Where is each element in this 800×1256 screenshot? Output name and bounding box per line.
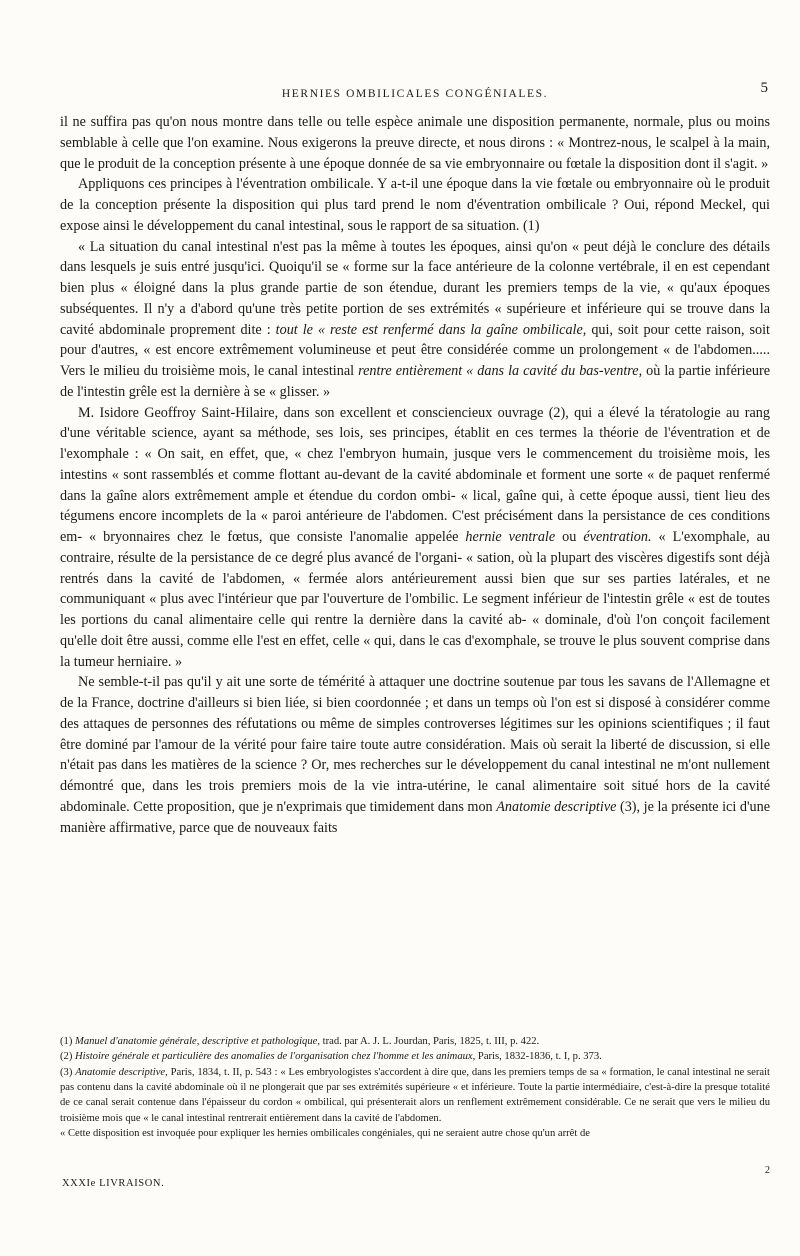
footnote-1: (1) Manuel d'anatomie générale, descriptive et pathologique, trad. par A. J. L. Jourdan, Paris, 1825, t. III, p. 422. (60, 1036, 540, 1047)
livraison-signature: XXXIe LIVRAISON. (62, 1178, 165, 1189)
paragraph-1: il ne suffira pas qu'on nous montre dans telle ou telle espèce animale une disposition permanente, normale, plus ou moins semblable à celle que l'on examine. Nous exigerons la preuve directe, et nous dirons : « Montrez-nous, le scalpel à la main, que le produit de la conception présente à une époque donnée de sa vie embryonnaire ou fœtale la disposition dont il s'agit. » (60, 114, 770, 172)
paragraph-2: Appliquons ces principes à l'éventration ombilicale. Y a-t-il une époque dans la vie fœtale ou embryonnaire où le produit de la conception présente la disposition qui plus tard prend le nom d'éventration ombilicale ? Oui, répond Meckel, qui expose ainsi le développement du canal intestinal, sous le rapport de sa situation. (1) (60, 176, 770, 234)
footnote-2: (2) Histoire générale et particulière des anomalies de l'organisation chez l'homme et les animaux, Paris, 1832-1836, t. I, p. 373. (60, 1051, 602, 1063)
emphasis-text: rentre entièrement « dans la cavité du bas-ventre (358, 363, 639, 379)
footnotes (60, 1034, 770, 1141)
footnote-3-continued: « Cette disposition est invoquée pour expliquer les hernies ombilicales congéniales, qui ne seraient autre chose qu'un arrêt de (60, 1128, 590, 1140)
footnote-3: (3) Anatomie descriptive, Paris, 1834, t. II, p. 543 : « Les embryologistes s'accordent à dire que, dans les premiers temps de sa « formation, le canal intestinal ne serait pas contenu dans la cavité abdominale où il ne plongerait que par ses extrémités supérieure « et inférieure. Toute la partie intermédiaire, c'est-à-dire la presque totalité de ce canal serait contenue dans l'épaisseur du cordon « ombilical, qui présenterait alors un renflement extrêmement considérable. Ce ne serait que vers le milieu du troisième mois que « le canal intestinal rentrerait entièrement dans la cavité de l'abdomen. (60, 1066, 770, 1124)
running-head: HERNIES OMBILICALES CONGÉNIALES. (281, 88, 549, 100)
page-number: 5 (760, 80, 768, 96)
paragraph-5: Ne semble-t-il pas qu'il y ait une sorte de témérité à attaquer une doctrine soutenue par tous les savans de l'Allemagne et de la France, doctrine d'ailleurs si bien liée, si bien coordonnée ; et dans un temps où l'on est si disposé à considérer comme des attaques de personnes des réfutations ou même de simples controverses légitimes sur les opinions scientifiques ; il faut être dominé par l'amour de la vérité pour faire taire toute autre considération. Mais où serait la liberté de discussion, si elle n'était pas dans les matières de la science ? Or, mes recherches sur le développement du canal intestinal ne m'ont nullement démontré que, dans les trois premiers mois de la vie intra-utérine, le canal alimentaire soit situé hors de la cavité abdominale. Cette proposition, que je n'exprimais que timidement dans mon Anatomie descriptive (3), je la présente ici d'une manière affirmative, parce que de nouveaux faits (60, 674, 770, 836)
emphasis-text: hernie ventrale (465, 529, 556, 545)
main-text (60, 112, 770, 838)
paragraph-geoffroy-quote: M. Isidore Geoffroy Saint-Hilaire, dans son excellent et consciencieux ouvrage (2), qui a élevé la tératologie au rang d'une véritable science, ayant sa méthode, ses lois, ses principes, établit en ces termes la théorie de l'éventration et de l'exomphale : « On sait, en effet, que, « chez l'embryon humain, jusque vers le commencement du troisième mois, les intestins « sont rassemblés et comme flottant au-devant de la cavité abdominale et forment une sorte « de paquet renfermé dans la gaîne alors extrêmement ample et étendue du cordon ombi- « lical, gaîne qui, à cette époque aussi, tient lieu des tégumens encore incomplets de la « paroi antérieure de l'abdomen. C'est précisément dans la persistance de ces conditions em- « bryonnaires chez le fœtus, que consiste l'anomalie appelée hernie ventrale ou éventration. « L'exomphale, au contraire, résulte de la persistance de ce degré plus avancé de l'organi- « sation, où la plupart des viscères digestifs sont déjà rentrés dans la cavité de l'abdomen, « fermée alors antérieurement aussi bien que sur ses parties latérales, et ne communiquant « plus avec l'intérieur que par l'ouverture de l'ombilic. Le segment inférieur de l'intestin grêle « est de toutes les portions du canal alimentaire celle qui rentre la dernière dans la cavité ab- « dominale, d'où l'on conçoit facilement qu'elle doit être aussi, comme elle l'est en effet, celle « qui, dans le cas d'exomphale, se trouve le plus souvent comprise dans la tumeur herniaire. » (60, 404, 771, 670)
emphasis-text: Anatomie descriptive (496, 798, 617, 815)
emphasis-text: éventration. (583, 529, 652, 545)
paragraph-meckel-quote: « La situation du canal intestinal n'est pas la même à toutes les époques, ainsi qu'on « peut déjà le conclure des détails dans lesquels je suis entré jusqu'ici. Quoiqu'il se « forme sur la face antérieure de la colonne vertébrale, il en est cependant bien plus « éloigné dans la plus grande partie de son étendue, durant les premiers temps de la vie, « qu'aux époques subséquentes. Il n'y a d'abord qu'une très petite portion de ses extrémités « supérieure et inférieure qui se trouve dans la cavité abdominale proprement dite : tout le « reste est renfermé dans la gaîne ombilicale, qui, soit pour cette raison, soit pour d'autres, « est encore extrêmement volumineuse et peut être considérée comme un prolongement « de l'abdomen..... Vers le milieu du troisième mois, le canal intestinal rentre entièrement « dans la cavité du bas-ventre, où la partie inférieure de l'intestin grêle est la dernière à se « glisser. » (60, 238, 771, 400)
emphasis-text: tout le « reste est renfermé dans la gaîne ombilicale (275, 321, 583, 338)
page-header (62, 80, 768, 104)
sheet-signature: 2 (765, 1165, 770, 1176)
